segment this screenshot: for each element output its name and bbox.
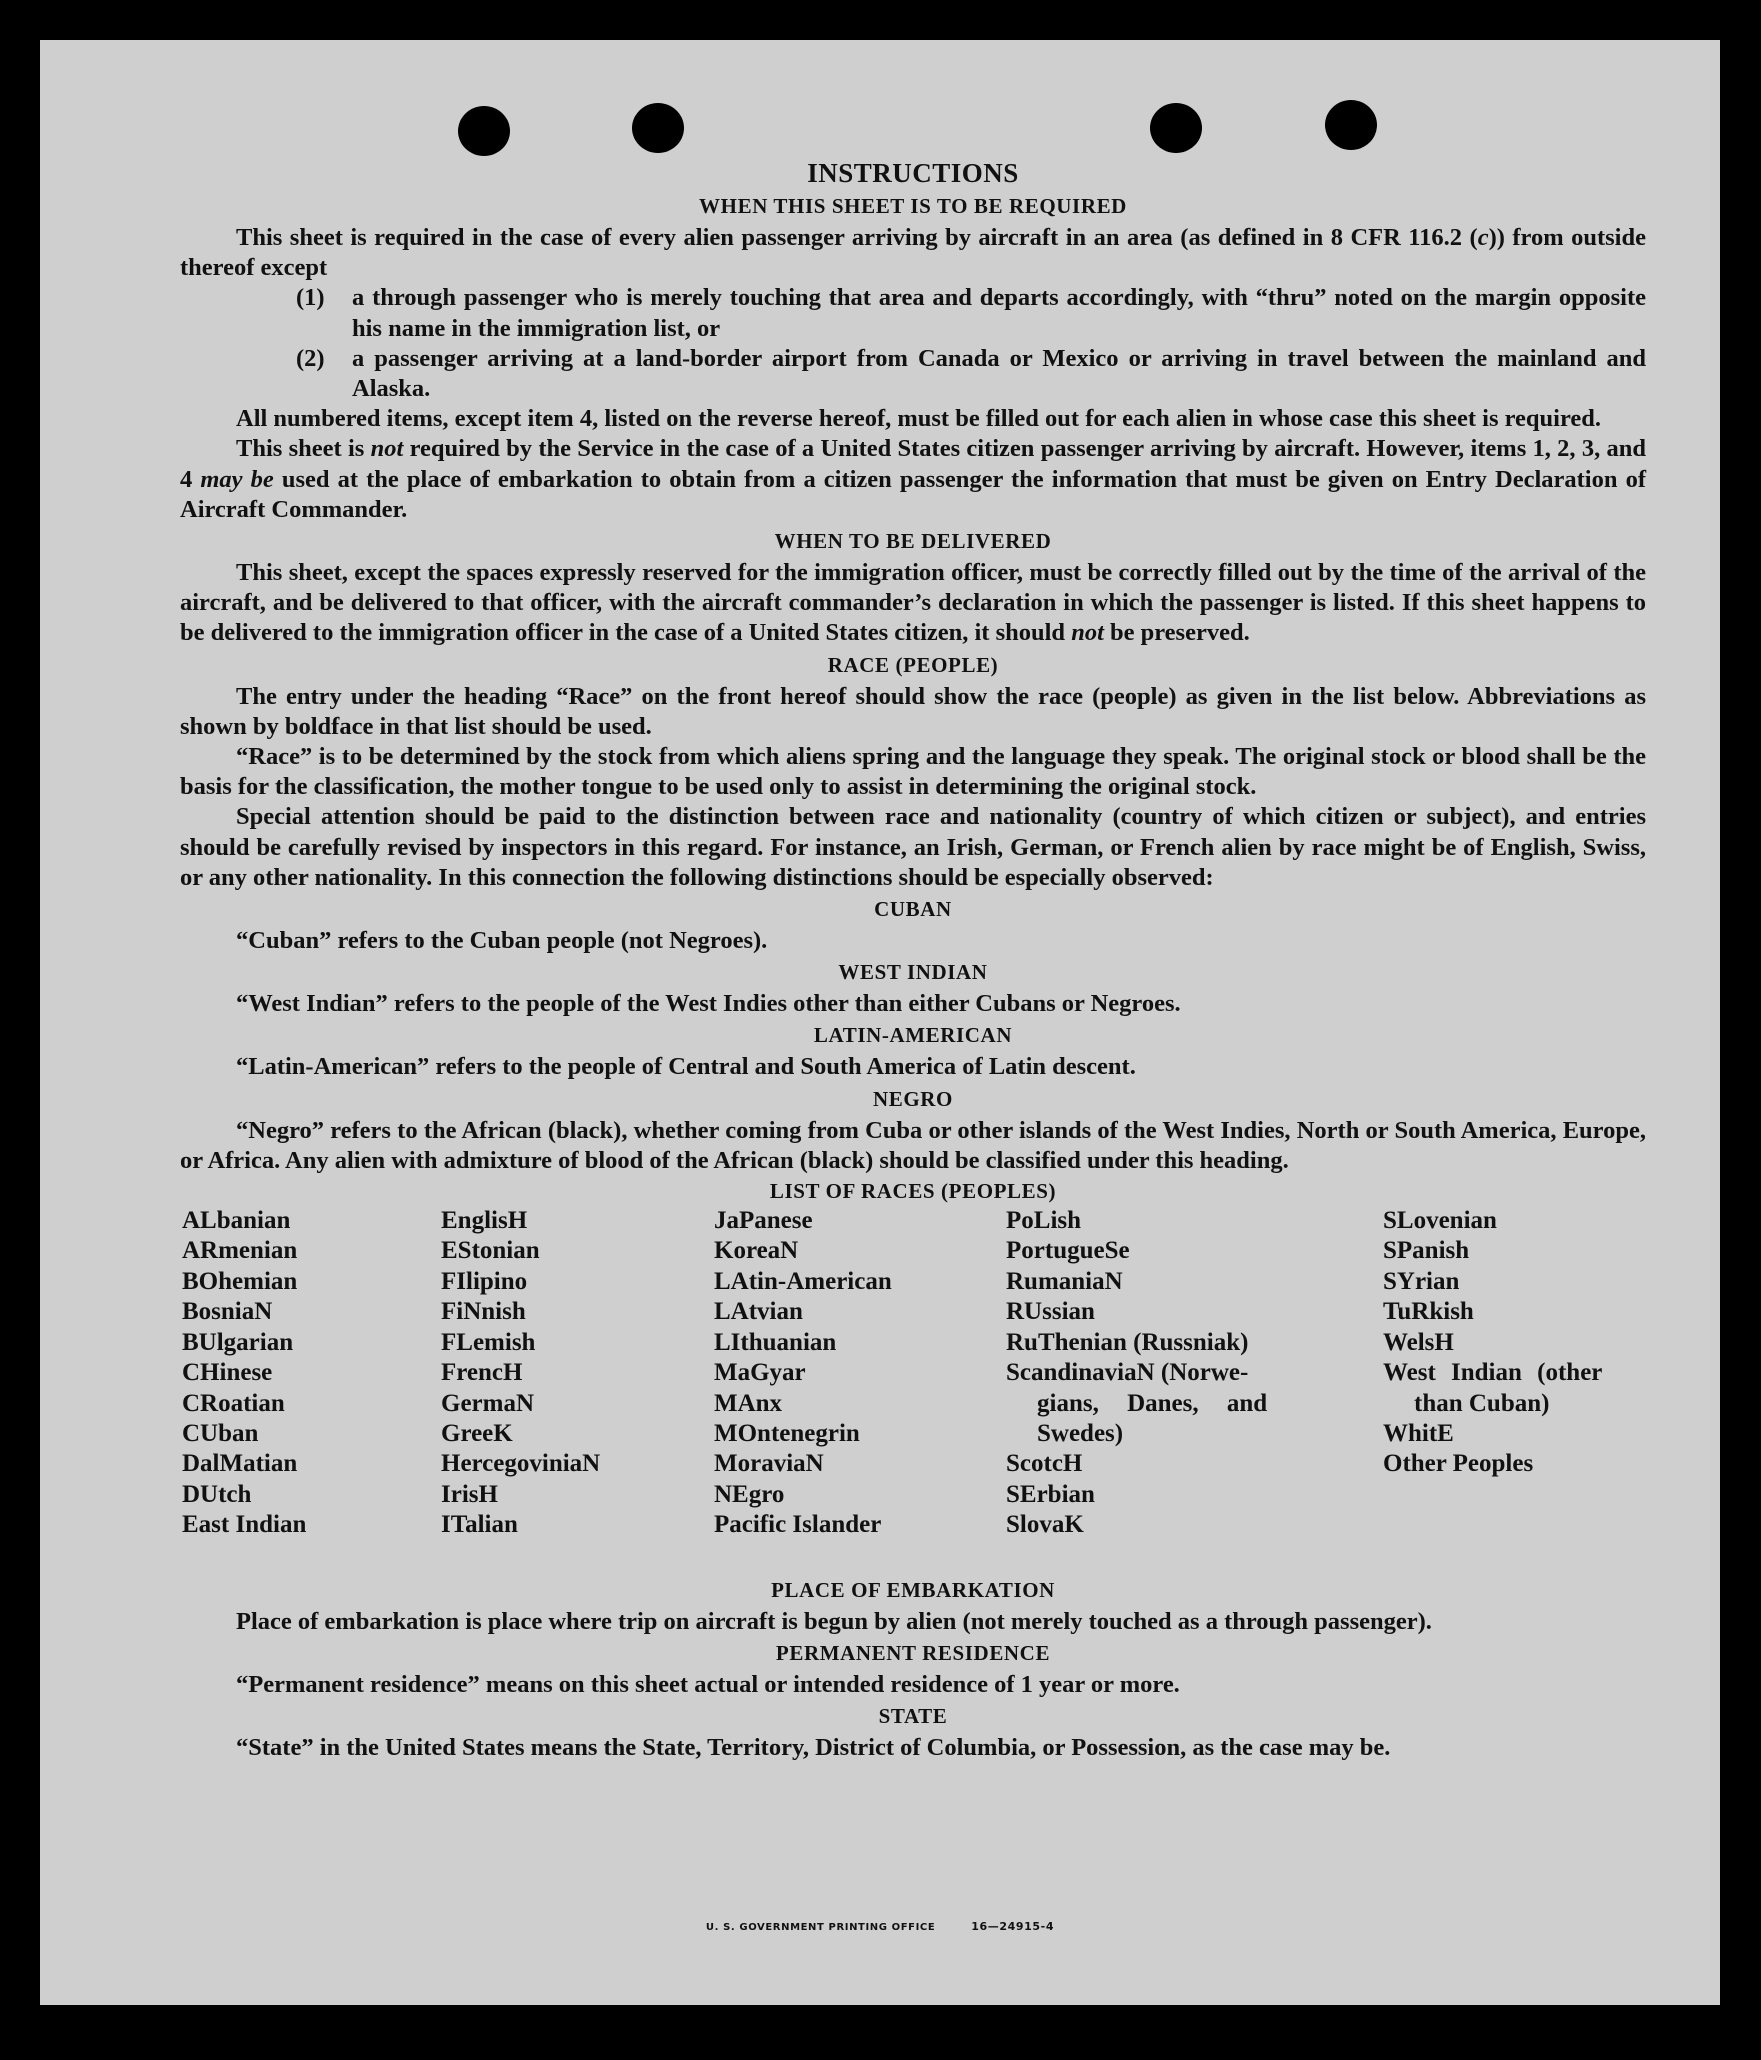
paragraph: “Negro” refers to the African (black), whether coming from Cuba or other islands of the West Indies, North or South America, Europe, or Africa. Any alien with admixture of blood of the African (black) should be classified under this heading. — [180, 1116, 1646, 1174]
race-entry: East Indian — [182, 1511, 307, 1539]
paragraph — [180, 558, 1646, 649]
race-column — [441, 1206, 600, 1540]
race-entry: West Indian (other — [1383, 1359, 1603, 1387]
race-entry: FLemish — [441, 1328, 536, 1356]
race-column — [1006, 1206, 1267, 1540]
item-text: a through passenger who is merely touching that area and departs accordingly, with “thru” noted on the margin opposite his name in the immigration list, or — [352, 284, 1646, 342]
race-entry: WhitE — [1383, 1419, 1454, 1447]
section-heading: NEGRO — [872, 1086, 953, 1111]
paragraph — [180, 223, 1646, 283]
race-entry: CUban — [182, 1419, 259, 1447]
section-heading: RACE (PEOPLE) — [827, 652, 999, 677]
race-entry: ScandinaviaN (Norwe- — [1006, 1359, 1249, 1387]
race-entry: TuRkish — [1383, 1298, 1474, 1326]
paragraph: “State” in the United States means the State, Territory, District of Columbia, or Possession, as the case may be. — [236, 1734, 1391, 1762]
race-entry: SLovenian — [1383, 1207, 1497, 1235]
section-heading: WHEN TO BE DELIVERED — [774, 529, 1052, 554]
item-text: a passenger arriving at a land-border airport from Canada or Mexico or arriving in travel between the mainland and Alaska. — [352, 344, 1646, 403]
section-heading: WEST INDIAN — [838, 960, 988, 985]
race-entry: RUssian — [1006, 1298, 1095, 1326]
text-italic: may be — [200, 465, 274, 493]
race-entry: LAtvian — [714, 1298, 803, 1326]
race-entry: MaGyar — [714, 1359, 806, 1387]
list-item — [296, 283, 1646, 343]
printer-name: U. S. GOVERNMENT PRINTING OFFICE — [705, 1922, 936, 1933]
text: This sheet, except the spaces expressly reserved for the immigration officer, must be correctly filled out by the time of the arrival of the aircraft, and be delivered to that officer, with the aircraft commander’s declaration in which the passenger is listed. If this sheet happens to be delivered to the immigration officer in the case of a United States citizen, it should — [180, 559, 1646, 647]
page-title: INSTRUCTIONS — [807, 158, 1019, 188]
punch-hole — [1325, 100, 1377, 150]
race-entry: GermaN — [441, 1389, 535, 1417]
race-entry: KoreaN — [714, 1237, 799, 1265]
race-entry: GreeK — [441, 1419, 513, 1447]
race-entry: RumaniaN — [1006, 1267, 1123, 1295]
section-heading: WHEN THIS SHEET IS TO BE REQUIRED — [699, 194, 1127, 218]
paragraph: “Permanent residence” means on this sheet actual or intended residence of 1 year or more. — [236, 1671, 1180, 1699]
race-entry: Swedes) — [1037, 1419, 1124, 1447]
race-entry: EnglisH — [441, 1207, 528, 1235]
paragraph: Place of embarkation is place where trip on aircraft is begun by alien (not merely touched as a through passenger). — [236, 1608, 1432, 1636]
section-heading: STATE — [878, 1704, 948, 1729]
text-italic: not — [1071, 619, 1104, 647]
race-entry: FiNnish — [441, 1298, 526, 1326]
race-entry: FIlipino — [441, 1267, 528, 1295]
instructions-body — [180, 156, 1646, 1764]
race-entry: Pacific Islander — [714, 1511, 882, 1539]
text: )) from outside thereof except — [180, 224, 1646, 282]
race-entry: MAnx — [714, 1389, 783, 1417]
text-bold: boldface — [284, 712, 374, 740]
text: The entry under the heading “Race” on the front hereof should show the race (people) as given in the list below. Abbreviations as shown by — [180, 682, 1646, 740]
race-entry: NEgro — [714, 1480, 785, 1508]
text: required by the Service in the case of a United States citizen passenger arriving by aircraft. However, items 1, 2, 3, and 4 — [180, 435, 1647, 493]
paragraph: “Latin-American” refers to the people of Central and South America of Latin descent. — [236, 1053, 1136, 1081]
race-entry: DUtch — [182, 1480, 252, 1508]
race-entry: BUlgarian — [182, 1328, 294, 1356]
race-entry: LIthuanian — [714, 1328, 837, 1356]
race-entry: Other Peoples — [1383, 1450, 1534, 1478]
race-entry: ALbanian — [182, 1207, 291, 1235]
race-entry: SPanish — [1383, 1237, 1470, 1265]
race-entry: than Cuban) — [1414, 1389, 1550, 1417]
race-entry: ITalian — [441, 1511, 518, 1539]
text: This sheet is required in the case of every alien passenger arriving by aircraft in an area (as defined in 8 CFR 116.2 ( — [236, 224, 1478, 251]
paragraph — [180, 434, 1646, 525]
paragraph — [180, 682, 1646, 742]
race-entry: CRoatian — [182, 1389, 285, 1417]
race-column — [1383, 1206, 1602, 1480]
paragraph: “Race” is to be determined by the stock from which aliens spring and the language they speak. The original stock or blood shall be the basis for the classification, the mother tongue to be used only to assist in determining the original stock. — [180, 743, 1646, 801]
text: This sheet is — [236, 435, 371, 463]
section-heading: LATIN-AMERICAN — [813, 1023, 1013, 1048]
text: used at the place of embarkation to obtain from a citizen passenger the information that must be given on Entry Declaration of Aircraft Commander. — [180, 465, 1646, 523]
race-entry: SErbian — [1006, 1480, 1095, 1508]
race-entry: ScotcH — [1006, 1450, 1083, 1478]
paragraph: Special attention should be paid to the distinction between race and nationality (country of which citizen or subject), and entries should be carefully revised by inspectors in this regard. For instance, an Irish, German, or French alien by race might be of English, Swiss, or any other nationality. In this connection the following distinctions should be especially observed: — [180, 803, 1646, 891]
text-italic: c — [1477, 224, 1489, 251]
race-entry: gians, Danes, and — [1037, 1389, 1268, 1417]
race-entry: PoLish — [1006, 1207, 1082, 1235]
race-entry: CHinese — [182, 1359, 273, 1387]
race-entry: SlovaK — [1006, 1511, 1084, 1539]
race-entry: BosniaN — [182, 1298, 273, 1326]
race-column — [714, 1206, 892, 1540]
race-column — [182, 1206, 306, 1540]
race-entry: MOntenegrin — [714, 1419, 860, 1447]
paragraph: All numbered items, except item 4, listed on the reverse hereof, must be filled out for each alien in whose case this sheet is required. — [236, 405, 1602, 433]
list-item — [296, 344, 1646, 404]
race-entry: MoraviaN — [714, 1450, 824, 1478]
section-heading: CUBAN — [874, 897, 952, 922]
item-number: (2) — [296, 344, 325, 372]
section-heading: LIST OF RACES (PEOPLES) — [769, 1179, 1057, 1204]
section-heading: PERMANENT RESIDENCE — [775, 1641, 1051, 1666]
race-entry: DalMatian — [182, 1450, 298, 1478]
race-entry: ARmenian — [182, 1237, 298, 1265]
race-entry: IrisH — [441, 1480, 498, 1508]
paragraph: “Cuban” refers to the Cuban people (not Negroes). — [236, 927, 768, 955]
text-italic: not — [370, 435, 404, 463]
race-entry: HercegoviniaN — [441, 1450, 601, 1478]
section-heading: PLACE OF EMBARKATION — [771, 1578, 1055, 1603]
punch-hole — [1150, 103, 1202, 153]
race-entry: EStonian — [441, 1237, 540, 1265]
race-entry: LAtin-American — [714, 1267, 892, 1295]
punch-hole — [458, 106, 510, 156]
race-entry: FrencH — [441, 1359, 523, 1387]
race-entry: PortugueSe — [1006, 1237, 1130, 1265]
item-number: (1) — [296, 284, 325, 312]
race-entry: BOhemian — [182, 1267, 298, 1295]
document-page — [40, 40, 1720, 2005]
form-code: 16—24915-4 — [971, 1920, 1055, 1933]
text: be preserved. — [1103, 619, 1250, 647]
printer-imprint — [40, 1920, 1720, 1933]
text: in that list should be used. — [373, 712, 652, 740]
race-entry: JaPanese — [714, 1207, 813, 1235]
race-list — [180, 1206, 1646, 1574]
race-entry: SYrian — [1383, 1267, 1460, 1295]
paragraph: “West Indian” refers to the people of the West Indies other than either Cubans or Negroes. — [236, 990, 1181, 1018]
punch-hole — [632, 103, 684, 153]
race-entry: RuThenian (Russniak) — [1006, 1328, 1249, 1356]
race-entry: WelsH — [1383, 1328, 1454, 1356]
